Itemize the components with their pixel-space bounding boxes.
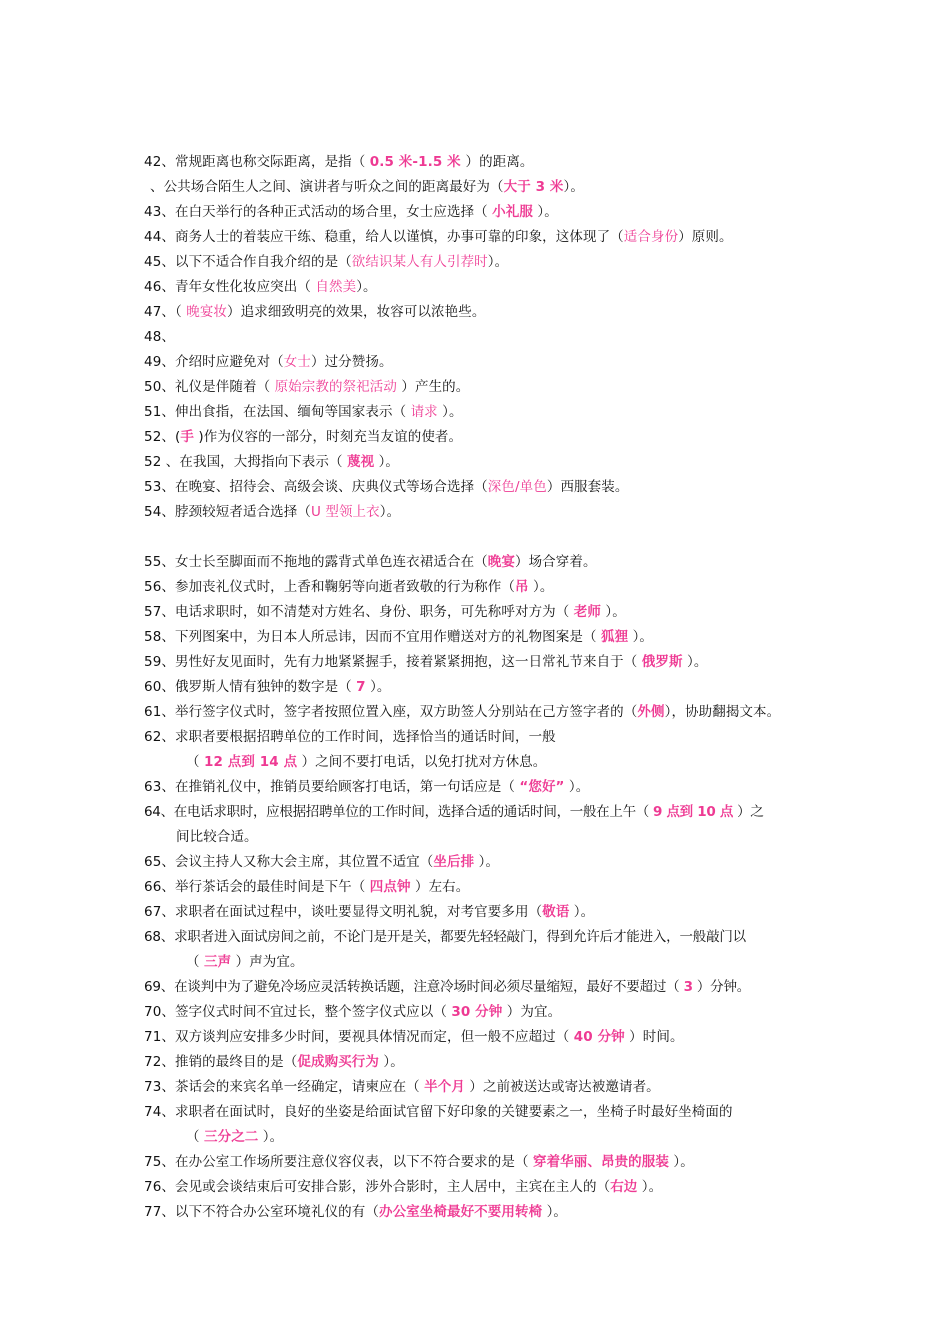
line-54: 54、脖颈较短者适合选择（U 型领上衣）。 xyxy=(144,504,401,520)
answer: 40 分钟 xyxy=(573,1029,625,1045)
line-61: 61、举行签字仪式时，签字者按照位置入座，双方助签人分别站在己方签字者的（外侧），协助翻揭文本。 xyxy=(144,704,781,720)
answer: 右边 xyxy=(610,1179,638,1195)
line-47: 47、（ 晚宴妆）追求细致明亮的效果，妆容可以浓艳些。 xyxy=(144,304,486,320)
line-63: 63、在推销礼仪中，推销员要给顾客打电话，第一句话应是（ “您好” ）。 xyxy=(144,779,590,795)
line-52b: 52 、在我国，大拇指向下表示（ 蔑视 ）。 xyxy=(144,454,400,470)
answer: 俄罗斯 xyxy=(641,654,683,670)
answer: 手 xyxy=(180,429,194,445)
line-68: 68、求职者进入面试房间之前，不论门是开是关，都要先轻轻敲门，得到允许后才能进入，一般敲门以 xyxy=(144,929,746,945)
line-59: 59、男性好友见面时，先有力地紧紧握手，接着紧紧拥抱，这一日常礼节来自于（ 俄罗斯 ）。 xyxy=(144,654,708,670)
line-66: 66、举行茶话会的最佳时间是下午（ 四点钟 ）左右。 xyxy=(144,879,470,895)
answer: U 型领上衣 xyxy=(310,504,380,520)
answer: 四点钟 xyxy=(369,879,411,895)
line-46: 46、青年女性化妆应突出（ 自然美）。 xyxy=(144,279,377,295)
line-64: 64、在电话求职时，应根据招聘单位的工作时间，选择合适的通话时间，一般在上午（ 9 点到 10 点 ）之 xyxy=(144,804,764,820)
answer: 12 点到 14 点 xyxy=(204,754,298,770)
answer: 小礼服 xyxy=(492,204,533,220)
line-72: 72、推销的最终目的是（促成购买行为 ）。 xyxy=(144,1054,404,1070)
answer: 深色/单色 xyxy=(487,479,547,495)
line-69: 69、在谈判中为了避免冷场应灵活转换话题，注意冷场时间必须尽量缩短，最好不要超过（ 3 ）分钟。 xyxy=(144,979,751,995)
line-43: 43、在白天举行的各种正式活动的场合里，女士应选择（ 小礼服 ）。 xyxy=(144,204,558,220)
line-68b: （ 三声 ）声为宜。 xyxy=(186,954,304,970)
line-71: 71、双方谈判应安排多少时间，要视具体情况而定，但一般不应超过（ 40 分钟 ）时间。 xyxy=(144,1029,684,1045)
answer: 穿着华丽、昂贵的服装 xyxy=(532,1154,669,1170)
line-67: 67、求职者在面试过程中，谈吐要显得文明礼貌，对考官要多用（敬语 ）。 xyxy=(144,904,595,920)
line-44: 44、商务人士的着装应干练、稳重，给人以谨慎，办事可靠的印象，这体现了（适合身份）原则。 xyxy=(144,229,733,245)
answer: 30 分钟 xyxy=(451,1004,503,1020)
answer: 敬语 xyxy=(542,904,570,920)
answer: 女士 xyxy=(283,354,311,370)
line-74b: （ 三分之二 ）。 xyxy=(186,1129,284,1145)
answer: 促成购买行为 xyxy=(297,1054,379,1070)
answer: 9 点到 10 点 xyxy=(652,804,734,820)
answer: 吊 xyxy=(514,579,529,595)
answer: 外侧 xyxy=(637,704,665,720)
line-42: 42、常规距离也称交际距离，是指（ 0.5 米-1.5 米 ）的距离。 xyxy=(144,154,534,170)
answer: 老师 xyxy=(573,604,601,620)
line-60: 60、俄罗斯人情有独钟的数字是（ 7 ）。 xyxy=(144,679,391,695)
line-42b: 、公共场合陌生人之间、演讲者与听众之间的距离最好为（大于 3 米）。 xyxy=(150,179,584,195)
line-49: 49、介绍时应避免对（女士）过分赞扬。 xyxy=(144,354,393,370)
answer: 三声 xyxy=(204,954,232,970)
line-74: 74、求职者在面试时，良好的坐姿是给面试官留下好印象的关键要素之一，坐椅子时最好坐椅面的 xyxy=(144,1104,733,1120)
answer: 蔑视 xyxy=(346,454,375,470)
answer: 7 xyxy=(356,679,366,695)
line-64b: 间比较合适。 xyxy=(176,829,258,845)
line-51: 51、伸出食指，在法国、缅甸等国家表示（ 请求 ）。 xyxy=(144,404,463,420)
answer: 0.5 米-1.5 米 xyxy=(369,154,466,170)
answer: 请求 xyxy=(410,404,438,420)
line-62b: （ 12 点到 14 点 ）之间不要打电话，以免打扰对方休息。 xyxy=(186,754,547,770)
line-52a: 52、(手 )作为仪容的一部分，时刻充当友谊的使者。 xyxy=(144,429,463,445)
answer: 半个月 xyxy=(424,1079,465,1095)
answer: 欲结识某人有人引荐时 xyxy=(351,254,488,270)
answer: 自然美 xyxy=(315,279,357,295)
line-53: 53、在晚宴、招待会、高级会谈、庆典仪式等场合选择（深色/单色）西服套装。 xyxy=(144,479,629,495)
line-55: 55、女士长至脚面而不拖地的露背式单色连衣裙适合在（晚宴）场合穿着。 xyxy=(144,554,597,570)
line-57: 57、电话求职时，如不清楚对方姓名、身份、职务，可先称呼对方为（ 老师 ）。 xyxy=(144,604,626,620)
answer: 原始宗教的祭祀活动 xyxy=(274,379,397,395)
line-45: 45、以下不适合作自我介绍的是（欲结识某人有人引荐时）。 xyxy=(144,254,509,270)
answer: 适合身份 xyxy=(623,229,679,245)
line-76: 76、会见或会谈结束后可安排合影，涉外合影时，主人居中，主宾在主人的（右边 ）。 xyxy=(144,1179,663,1195)
line-48: 48、 xyxy=(144,329,175,345)
answer: “您好” xyxy=(519,779,565,795)
answer: 坐后排 xyxy=(433,854,475,870)
line-56: 56、参加丧礼仪式时，上香和鞠躬等向逝者致敬的行为称作（吊 ）。 xyxy=(144,579,554,595)
answer: 3 xyxy=(683,979,693,995)
line-65: 65、会议主持人又称大会主席，其位置不适宜（坐后排 ）。 xyxy=(144,854,500,870)
line-50: 50、礼仪是伴随着（ 原始宗教的祭祀活动 ）产生的。 xyxy=(144,379,470,395)
line-77: 77、以下不符合办公室环境礼仪的有（办公室坐椅最好不要用转椅 ）。 xyxy=(144,1204,568,1220)
answer: 狐狸 xyxy=(600,629,629,645)
line-70: 70、签字仪式时间不宜过长，整个签字仪式应以（ 30 分钟 ）为宜。 xyxy=(144,1004,562,1020)
line-73: 73、茶话会的来宾名单一经确定，请柬应在（ 半个月 ）之前被送达或寄达被邀请者。 xyxy=(144,1079,660,1095)
answer: 大于 3 米 xyxy=(503,179,564,195)
line-62: 62、求职者要根据招聘单位的工作时间，选择恰当的通话时间，一般 xyxy=(144,729,556,745)
answer: 晚宴 xyxy=(487,554,515,570)
line-58: 58、下列图案中，为日本人所忌讳，因而不宜用作赠送对方的礼物图案是（ 狐狸 ）。 xyxy=(144,629,654,645)
answer: 晚宴妆 xyxy=(186,304,228,320)
answer: 三分之二 xyxy=(204,1129,259,1145)
answer: 办公室坐椅最好不要用转椅 xyxy=(378,1204,543,1220)
line-75: 75、在办公室工作场所要注意仪容仪表，以下不符合要求的是（ 穿着华丽、昂贵的服装 ）。 xyxy=(144,1154,694,1170)
